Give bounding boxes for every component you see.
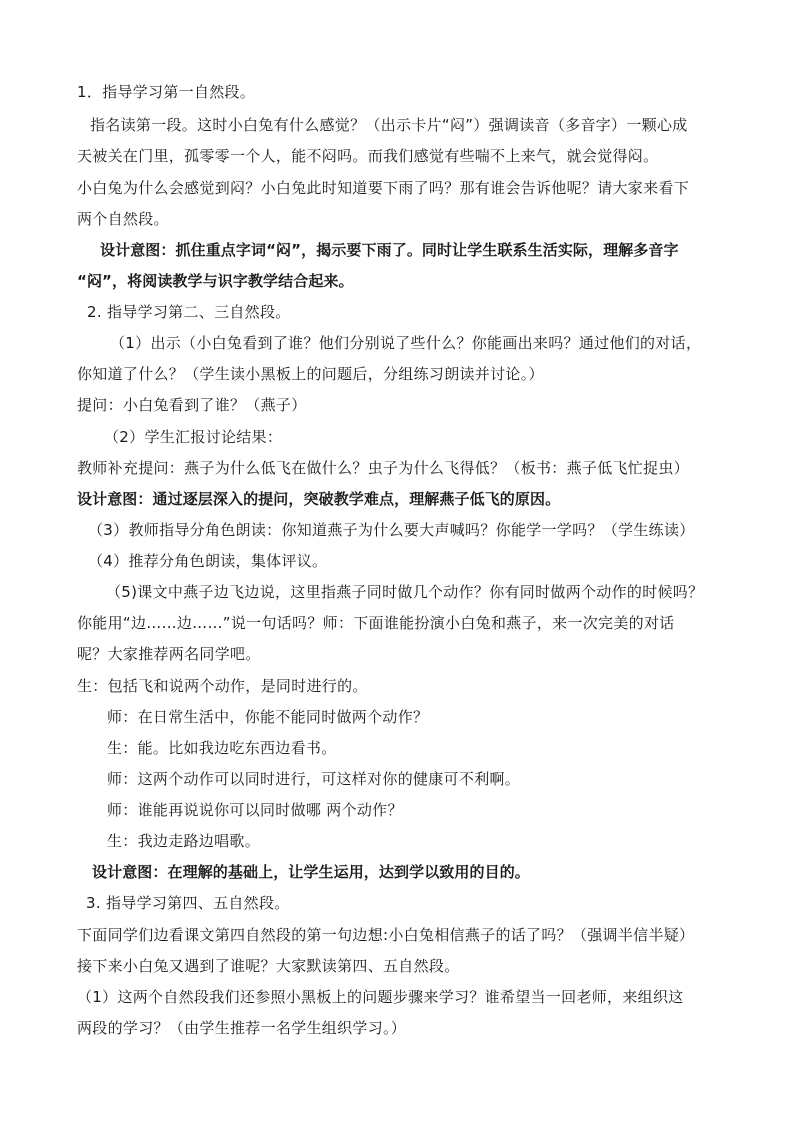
- paragraph-line: （4）推荐分角色朗读，集体评议。: [88, 552, 328, 570]
- heading-section-3: 3. 指导学习第四、五自然段。: [86, 894, 290, 912]
- paragraph-line: （3）教师指导分角色朗读：你知道燕子为什么要大声喊吗？你能学一学吗？（学生练读）: [88, 521, 695, 539]
- paragraph-line: 两段的学习？（由学生推荐一名学生组织学习。）: [77, 1019, 407, 1037]
- paragraph-line: 下面同学们边看课文第四自然段的第一句边想:小白兔相信燕子的话了吗？（强调半信半疑）: [77, 926, 695, 944]
- dialogue-line: 师：这两个动作可以同时进行，可这样对你的健康可不利啊。: [107, 770, 521, 788]
- paragraph-line: 生：包括飞和说两个动作，是同时进行的。: [77, 677, 368, 695]
- dialogue-line: 师：谁能再说说你可以同时做哪 两个动作？: [107, 801, 403, 819]
- dialogue-line: 生：能。比如我边吃东西边看书。: [107, 739, 337, 757]
- paragraph-line: 教师补充提问：燕子为什么低飞在做什么？虫子为什么飞得低？（板书：燕子低飞忙捉虫）: [77, 459, 690, 477]
- paragraph-line: 你知道了什么？（学生读小黑板上的问题后，分组练习朗读并讨论。）: [77, 365, 544, 383]
- paragraph-line: 提问：小白兔看到了谁？（燕子）: [77, 396, 307, 414]
- paragraph-line: 天被关在门里，孤零零一个人，能不闷吗。而我们感觉有些喘不上来气，就会觉得闷。: [77, 147, 659, 165]
- paragraph-line: 指名读第一段。这时小白兔有什么感觉？（出示卡片“闷”）强调读音（多音字）一颗心成: [90, 116, 688, 134]
- design-intent-note: 设计意图：通过逐层深入的提问，突破教学难点，理解燕子低飞的原因。: [77, 490, 561, 508]
- paragraph-line: （2）学生汇报讨论结果：: [104, 428, 283, 446]
- design-intent-note: 设计意图：抓住重点字词“闷”，揭示要下雨了。同时让学生联系生活实际，理解多音字: [100, 241, 679, 259]
- dialogue-line: 生：我边走路边唱歌。: [107, 832, 261, 850]
- paragraph-line: （1）这两个自然段我们还参照小黑板上的问题步骤来学习？谁希望当一回老师，来组织这: [77, 988, 684, 1006]
- paragraph-line: 呢？大家推荐两名同学吧。: [77, 645, 261, 663]
- heading-section-1: 1．指导学习第一自然段。: [77, 83, 256, 101]
- dialogue-line: 师：在日常生活中，你能不能同时做两个动作？: [107, 708, 429, 726]
- paragraph-line: （1）出示（小白兔看到了谁？他们分别说了些什么？你能画出来吗？通过他们的对话，: [110, 334, 702, 352]
- paragraph-line: 小白兔为什么会感觉到闷？小白兔此时知道要下雨了吗？那有谁会告诉他呢？请大家来看下: [77, 179, 690, 197]
- design-intent-note: 设计意图：在理解的基础上，让学生运用，达到学以致用的目的。: [92, 863, 530, 881]
- heading-section-2: 2. 指导学习第二、三自然段。: [87, 303, 291, 321]
- paragraph-line: 两个自然段。: [77, 210, 169, 228]
- paragraph-line: （5)课文中燕子边飞边说，这里指燕子同时做几个动作？你有同时做两个动作的时候吗？: [106, 583, 704, 601]
- paragraph-line: 你能用“边……边……”说一句话吗？师：下面谁能扮演小白兔和燕子，来一次完美的对话: [77, 614, 675, 632]
- paragraph-line: 接下来小白兔又遇到了谁呢？大家默读第四、五自然段。: [77, 957, 460, 975]
- design-intent-note: “闷”，将阅读教学与识字教学结合起来。: [77, 272, 354, 290]
